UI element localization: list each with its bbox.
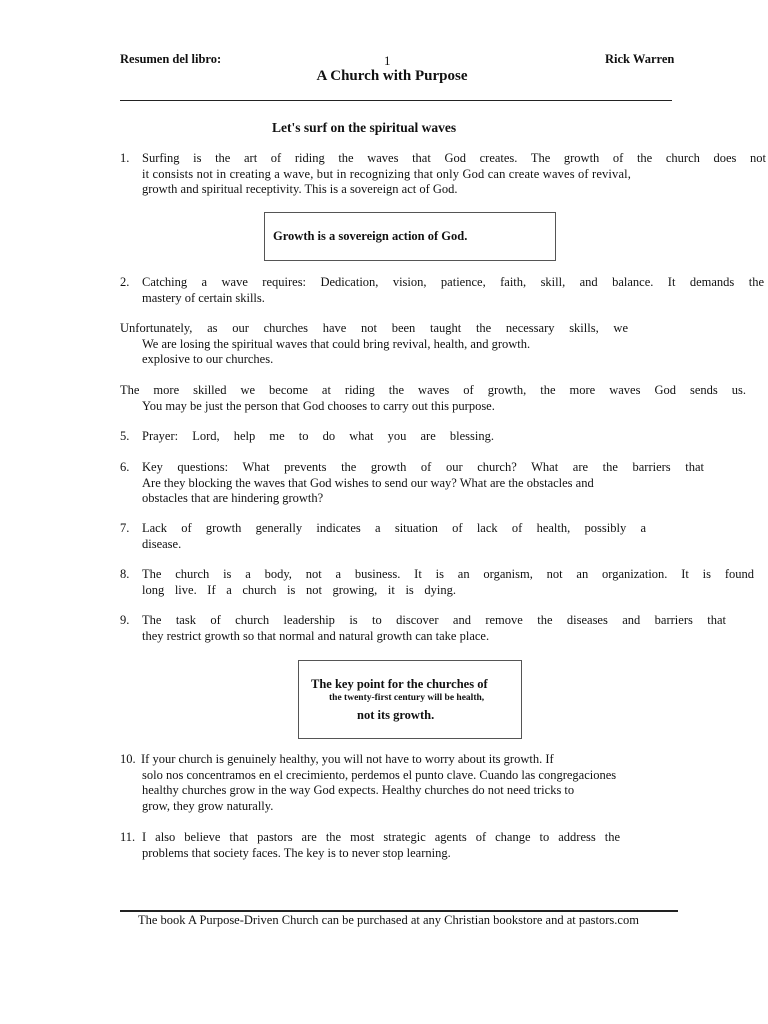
callout-line: not its growth. [357, 708, 435, 722]
item-line: You may be just the person that God chooses to carry out this purpose. [142, 398, 495, 413]
item-line: The more skilled we become at riding the waves of growth, the more waves God sends us. [120, 383, 746, 397]
item-number: 1. [120, 151, 130, 165]
item-line: explosive to our churches. [142, 352, 274, 366]
footer-divider [120, 910, 678, 912]
item-line: problems that society faces. The key is to never stop learning. [142, 845, 451, 860]
list-item-2 [120, 275, 764, 306]
callout-box-key-point [298, 660, 522, 739]
item-number: 11. [120, 830, 136, 844]
list-item-6 [120, 460, 704, 507]
list-item-9 [120, 613, 726, 644]
item-line: disease. [142, 536, 182, 551]
item-line: The church is a body, not a business. It is an organism, not an organization. It is found [142, 567, 754, 581]
item-number: 9. [120, 613, 130, 627]
item-line: long live. If a church is not growing, it is dying. [142, 582, 456, 597]
section-subtitle: Let's surf on the spiritual waves [272, 120, 457, 135]
paragraph-unfortunately [120, 321, 628, 368]
item-number: 10. [120, 752, 136, 766]
item-line: I also believe that pastors are the most strategic agents of change to address the [142, 830, 620, 844]
item-line: Are they blocking the waves that God wishes to send our way? What are the obstacles and [142, 475, 594, 490]
header-book-summary-label: Resumen del libro: [120, 52, 222, 66]
title-divider [120, 100, 672, 101]
item-number: 6. [120, 460, 130, 474]
item-line: Prayer: Lord, help me to do what you are blessing. [142, 429, 494, 443]
list-item-5 [120, 429, 494, 445]
item-line: growth and spiritual receptivity. This is a sovereign act of God. [142, 182, 458, 196]
list-item-10 [120, 752, 680, 814]
list-item-8 [120, 567, 754, 598]
item-line: grow, they grow naturally. [142, 798, 274, 813]
item-line: Key questions: What prevents the growth of our church? What are the barriers that [142, 460, 704, 474]
item-line: it consists not in creating a wave, but in recognizing that only God can create waves of revival, [142, 166, 632, 181]
item-line: healthy churches grow in the way God expects. Healthy churches do not need tricks to [142, 783, 575, 797]
item-line: If your church is genuinely healthy, you will not have to worry about its growth. If [141, 752, 554, 766]
callout-box-sovereign-growth [264, 212, 556, 261]
list-item-11 [120, 830, 620, 861]
item-line: Catching a wave requires: Dedication, vision, patience, faith, skill, and balance. It demands the [142, 275, 764, 289]
item-number: 2. [120, 275, 130, 289]
callout-line: The key point for the churches of [311, 677, 488, 691]
item-number: 7. [120, 521, 130, 535]
item-line: mastery of certain skills. [142, 290, 265, 305]
item-line: Surfing is the art of riding the waves that God creates. The growth of the church does not [142, 151, 766, 165]
item-number: 5. [120, 429, 130, 443]
list-item-7 [120, 521, 646, 552]
page-title: A Church with Purpose [316, 68, 468, 84]
callout-line: the twenty-first century will be health, [329, 693, 485, 703]
page-number: 1 [384, 53, 391, 68]
callout-text: Growth is a sovereign action of God. [273, 229, 468, 243]
item-line: obstacles that are hindering growth? [142, 491, 324, 505]
footer-note: The book A Purpose-Driven Church can be purchased at any Christian bookstore and at pastors.com [138, 913, 639, 927]
item-line: Unfortunately, as our churches have not been taught the necessary skills, we [120, 321, 628, 335]
item-line: We are losing the spiritual waves that could bring revival, health, and growth. [142, 336, 531, 351]
item-number: 8. [120, 567, 130, 581]
paragraph-more-skilled [120, 383, 746, 414]
item-line: they restrict growth so that normal and natural growth can take place. [142, 628, 490, 643]
item-line: solo nos concentramos en el crecimiento, perdemos el punto clave. Cuando las congregaciones [142, 767, 617, 782]
item-line: Lack of growth generally indicates a situation of lack of health, possibly a [142, 521, 646, 535]
header-author: Rick Warren [605, 52, 675, 66]
list-item-1 [120, 151, 766, 198]
item-line: The task of church leadership is to discover and remove the diseases and barriers that [142, 613, 726, 627]
